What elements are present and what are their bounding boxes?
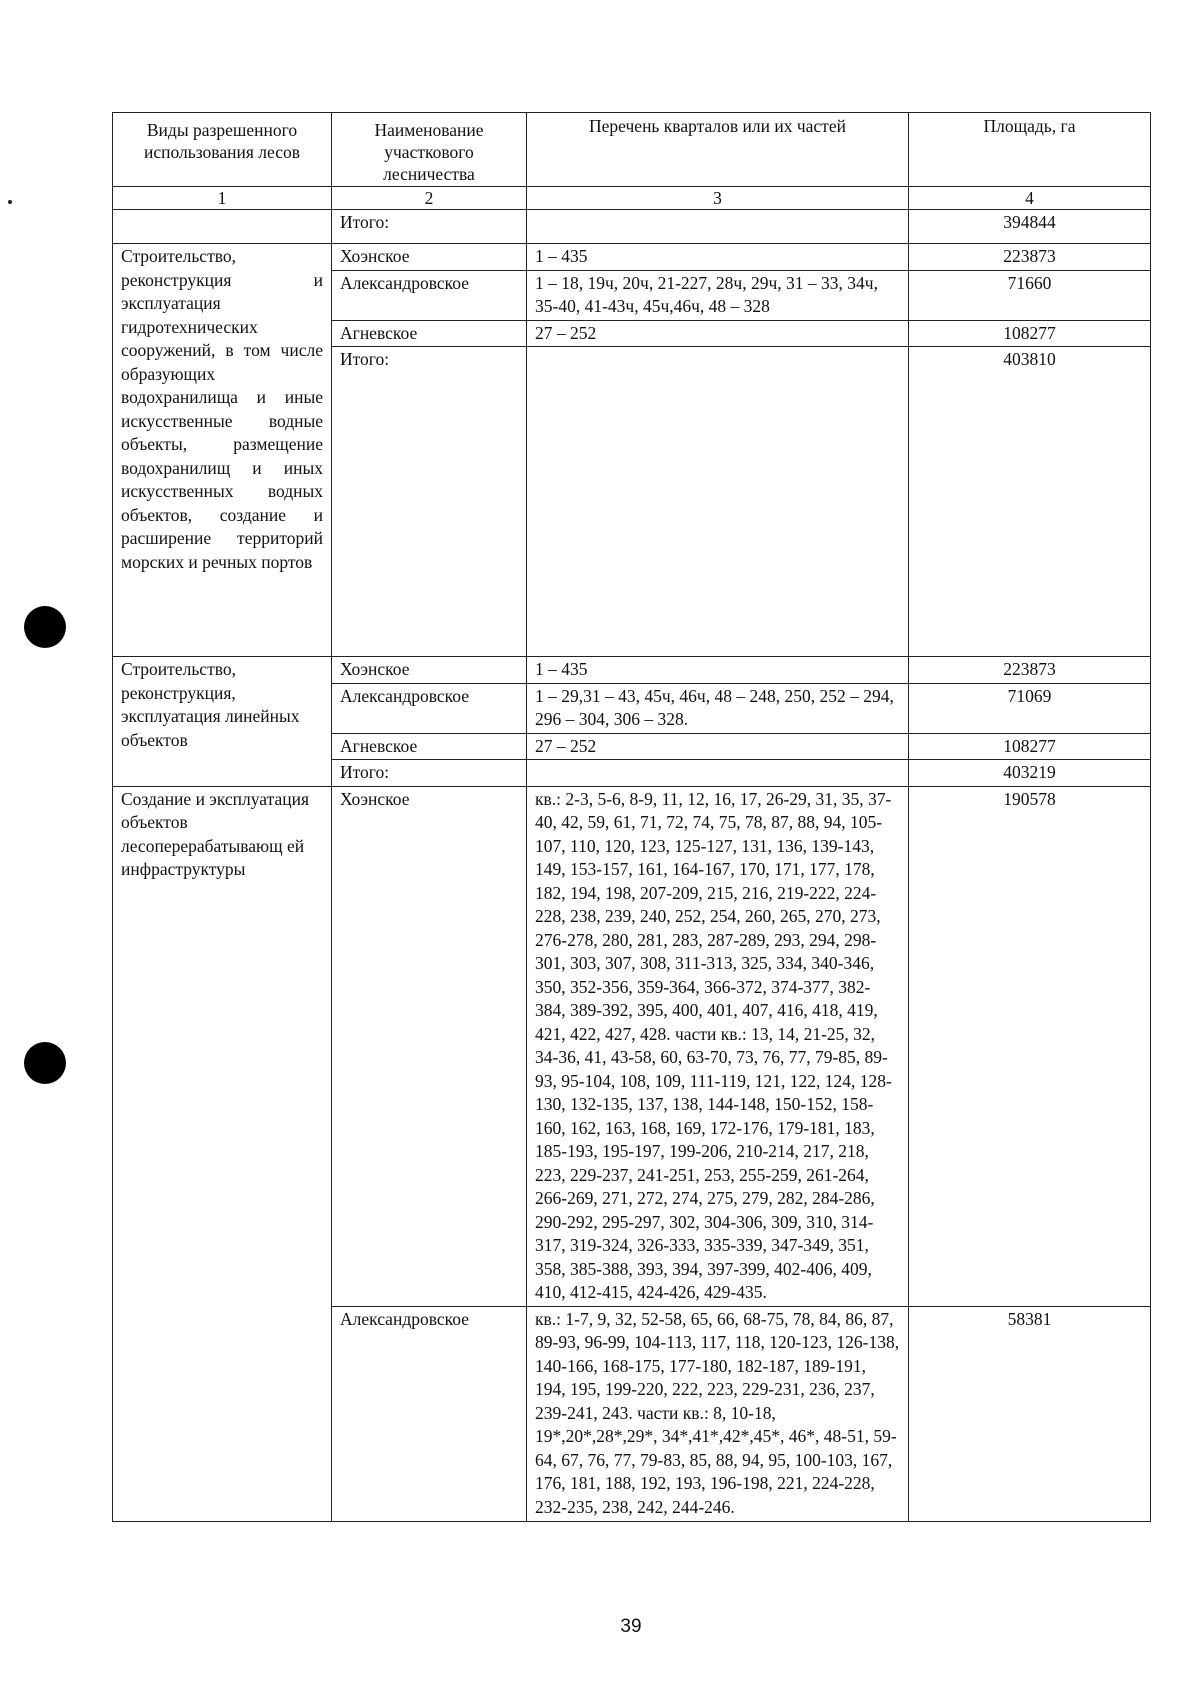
area-cell: 190578	[909, 786, 1151, 1306]
use-type-cell: Строительство, реконструкция, эксплуатация линейных объектов	[113, 657, 332, 787]
column-number: 1	[113, 187, 332, 210]
quarters-cell: 1 – 435	[527, 657, 909, 684]
column-number: 2	[332, 187, 527, 210]
area-cell: 403810	[909, 347, 1151, 657]
forestry-cell: Александровское	[332, 1306, 527, 1522]
area-cell: 71069	[909, 683, 1151, 733]
forestry-cell: Хоэнское	[332, 244, 527, 271]
punch-hole	[24, 1042, 66, 1084]
forestry-cell: Александровское	[332, 270, 527, 320]
table-row	[113, 210, 1151, 244]
header-forestry: Наименование участкового лесничества	[332, 113, 527, 187]
area-cell: 58381	[909, 1306, 1151, 1522]
area-cell: 223873	[909, 244, 1151, 271]
quarters-cell: 27 – 252	[527, 320, 909, 347]
forestry-cell: Итого:	[332, 210, 527, 244]
header-use-type: Виды разрешенного использования лесов	[113, 113, 332, 187]
quarters-cell: 1 – 18, 19ч, 20ч, 21-227, 28ч, 29ч, 31 – 33, 34ч, 35-40, 41-43ч, 45ч,46ч, 48 – 328	[527, 270, 909, 320]
forest-use-table	[112, 112, 1151, 1522]
table-row	[113, 657, 1151, 684]
forestry-cell: Итого:	[332, 760, 527, 787]
margin-dot	[8, 200, 12, 204]
header-area: Площадь, га	[909, 113, 1151, 187]
column-number: 4	[909, 187, 1151, 210]
header-row	[113, 113, 1151, 187]
area-cell: 108277	[909, 320, 1151, 347]
area-cell: 403219	[909, 760, 1151, 787]
quarters-cell	[527, 347, 909, 657]
table-row	[113, 786, 1151, 1306]
forestry-cell: Итого:	[332, 347, 527, 657]
page-number: 39	[620, 1616, 642, 1637]
forestry-cell: Хоэнское	[332, 657, 527, 684]
table-row	[113, 244, 1151, 271]
forestry-cell: Агневское	[332, 733, 527, 760]
use-type-cell: Создание и эксплуатация объектов лесоперерабатывающ ей инфраструктуры	[113, 786, 332, 1522]
header-quarters: Перечень кварталов или их частей	[527, 113, 909, 187]
punch-hole	[24, 606, 66, 648]
forestry-cell: Агневское	[332, 320, 527, 347]
column-number-row	[113, 187, 1151, 210]
forestry-cell: Хоэнское	[332, 786, 527, 1306]
quarters-cell: кв.: 2-3, 5-6, 8-9, 11, 12, 16, 17, 26-29, 31, 35, 37-40, 42, 59, 61, 71, 72, 74, 75, 78, 87, 88, 94, 105-107, 110, 120, 123, 125-127, 131, 136, 139-143, 149, 153-157, 161, 164-167, 170, 171, 177, 178, 182, 194, 198, 207-209, 215, 216, 219-222, 224-228, 238, 239, 240, 252, 254, 260, 265, 270, 273, 276-278, 280, 281, 283, 287-289, 293, 294, 298-301, 303, 307, 308, 311-313, 325, 334, 340-346, 350, 352-356, 359-364, 366-372, 374-377, 382-384, 389-392, 395, 400, 401, 407, 416, 418, 419, 421, 422, 427, 428. части кв.: 13, 14, 21-25, 32, 34-36, 41, 43-58, 60, 63-70, 73, 76, 77, 79-85, 89-93, 95-104, 108, 109, 111-119, 121, 122, 124, 128-130, 132-135, 137, 138, 144-148, 150-152, 158-160, 162, 163, 168, 169, 172-176, 179-181, 183, 185-193, 195-197, 199-206, 210-214, 217, 218, 223, 229-237, 241-251, 253, 255-259, 261-264, 266-269, 271, 272, 274, 275, 279, 282, 284-286, 290-292, 295-297, 302, 304-306, 309, 310, 314-317, 319-324, 326-333, 335-339, 347-349, 351, 358, 385-388, 393, 394, 397-399, 402-406, 409, 410, 412-415, 424-426, 429-435.	[527, 786, 909, 1306]
column-number: 3	[527, 187, 909, 210]
forestry-cell: Александровское	[332, 683, 527, 733]
area-cell: 394844	[909, 210, 1151, 244]
quarters-cell	[527, 210, 909, 244]
use-type-cell: Строительство, реконструкция и эксплуатация гидротехнических сооружений, в том числе образующих водохранилища и иные искусственные водные объекты, размещение водохранилищ и иных искусственных водных объектов, создание и расширение территорий морских и речных портов	[113, 244, 332, 657]
use-type-cell	[113, 210, 332, 244]
area-cell: 223873	[909, 657, 1151, 684]
quarters-cell: кв.: 1-7, 9, 32, 52-58, 65, 66, 68-75, 78, 84, 86, 87, 89-93, 96-99, 104-113, 117, 118, 120-123, 126-138, 140-166, 168-175, 177-180, 182-187, 189-191, 194, 195, 199-220, 222, 223, 229-231, 236, 237, 239-241, 243. части кв.: 8, 10-18, 19*,20*,28*,29*, 34*,41*,42*,45*, 46*, 48-51, 59-64, 67, 76, 77, 79-83, 85, 88, 94, 95, 100-103, 167, 176, 181, 188, 192, 193, 196-198, 221, 224-228, 232-235, 238, 242, 244-246.	[527, 1306, 909, 1522]
quarters-cell: 1 – 29,31 – 43, 45ч, 46ч, 48 – 248, 250, 252 – 294, 296 – 304, 306 – 328.	[527, 683, 909, 733]
quarters-cell: 1 – 435	[527, 244, 909, 271]
quarters-cell	[527, 760, 909, 787]
area-cell: 108277	[909, 733, 1151, 760]
area-cell: 71660	[909, 270, 1151, 320]
quarters-cell: 27 – 252	[527, 733, 909, 760]
